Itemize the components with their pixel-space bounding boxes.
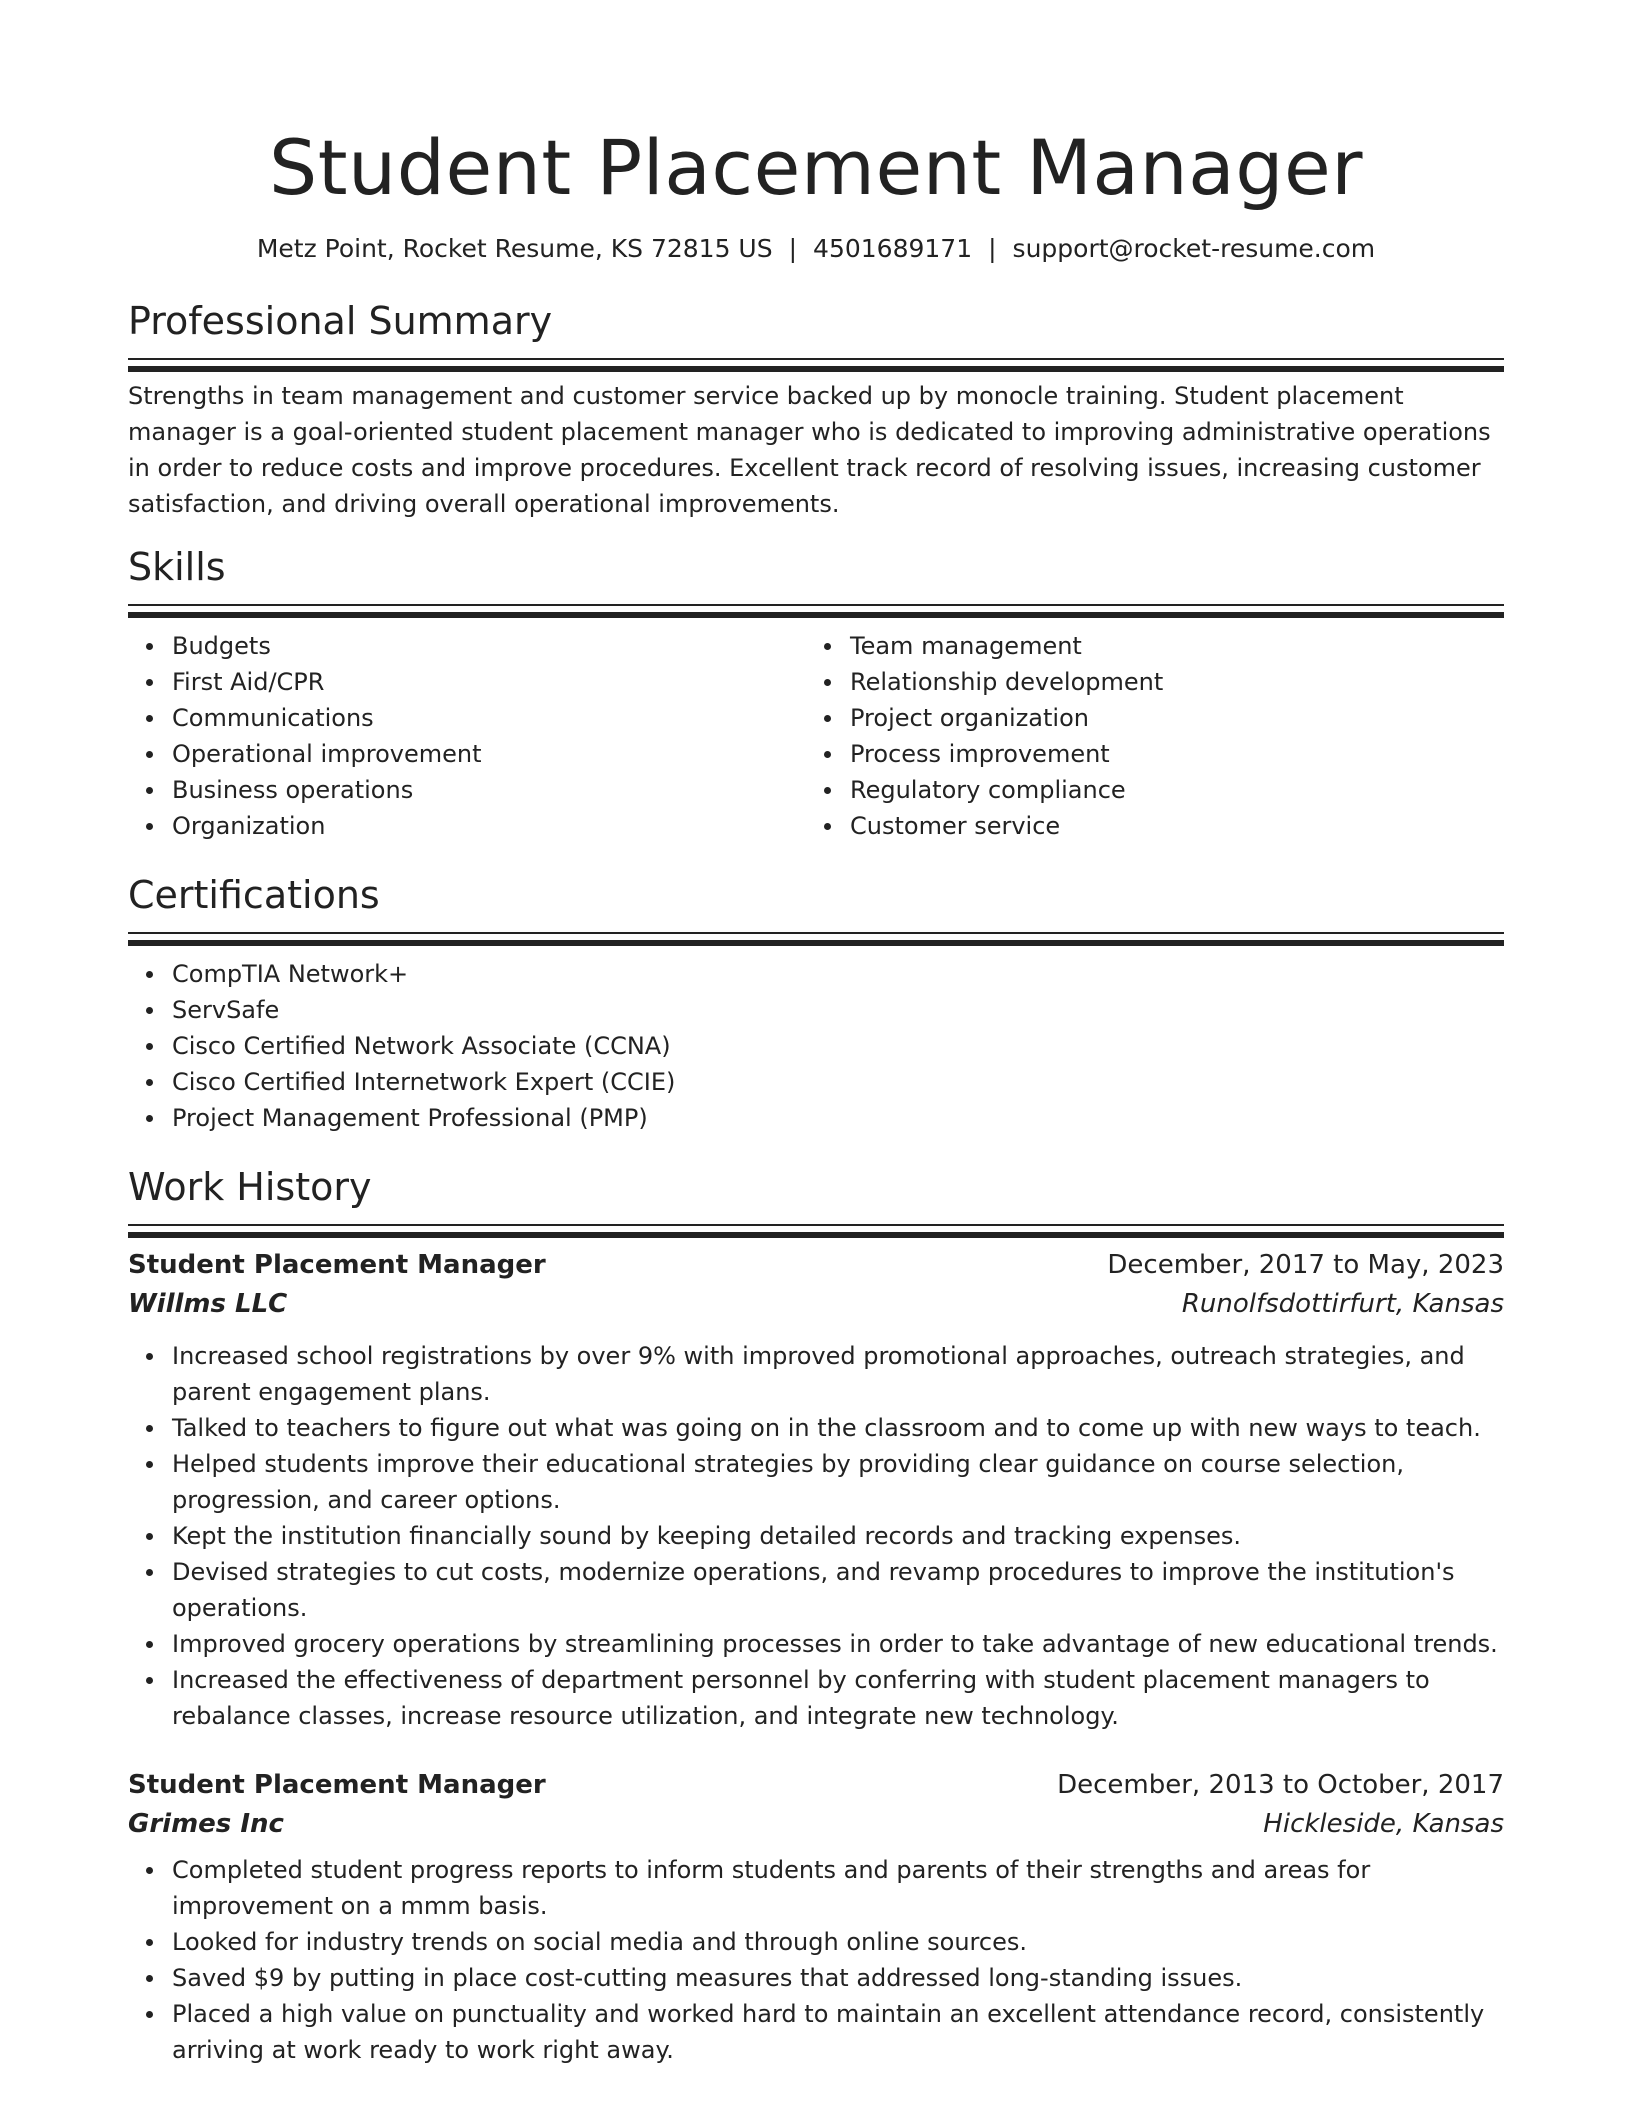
skill-item: Operational improvement: [172, 736, 806, 772]
job-location: Hickleside, Kansas: [1263, 1809, 1504, 1839]
summary-heading: Professional Summary: [128, 299, 553, 343]
job-title: Student Placement Manager: [128, 1250, 546, 1280]
skills-list-right: [806, 628, 1484, 844]
certifications-section: [128, 870, 1504, 1136]
job-dates: December, 2017 to May, 2023: [1107, 1250, 1504, 1280]
summary-section: [128, 296, 1504, 522]
skill-item: Communications: [172, 700, 806, 736]
job-company: Grimes Inc: [128, 1809, 284, 1839]
contact-line: [128, 232, 1504, 266]
job-header: [128, 1246, 1504, 1284]
skill-item: First Aid/CPR: [172, 664, 806, 700]
job-bullets: [128, 1338, 1504, 1734]
job-subheader: [128, 1284, 1504, 1324]
skill-item: Organization: [172, 808, 806, 844]
certification-item: CompTIA Network+: [172, 956, 1504, 992]
job-bullet: Increased the effectiveness of department personnel by conferring with student placement managers to rebalance classes, increase resource utilization, and integrate new technology.: [172, 1662, 1504, 1734]
contact-phone: 4501689171: [813, 234, 973, 263]
skills-heading: Skills: [128, 545, 226, 589]
skill-item: Regulatory compliance: [850, 772, 1484, 808]
work-history-section: [128, 1162, 1504, 2068]
section-divider: [128, 358, 1504, 366]
job-location: Runolfsdottirfurt, Kansas: [1181, 1289, 1504, 1319]
certifications-list: [128, 956, 1504, 1136]
skills-list-left: [128, 628, 806, 844]
certification-item: Cisco Certified Internetwork Expert (CCIE): [172, 1064, 1504, 1100]
contact-email: support@rocket-resume.com: [1012, 234, 1376, 263]
job-entry: [128, 1246, 1504, 1734]
job-header: [128, 1766, 1504, 1804]
skills-column-right: [806, 628, 1484, 844]
certification-item: ServSafe: [172, 992, 1504, 1028]
section-divider: [128, 932, 1504, 940]
job-entry: [128, 1766, 1504, 2068]
job-company: Willms LLC: [128, 1289, 288, 1319]
work-history-heading: Work History: [128, 1165, 372, 1209]
resume-name: Student Placement Manager: [269, 123, 1363, 212]
job-bullet: Improved grocery operations by streamlining processes in order to take advantage of new educational trends.: [172, 1626, 1504, 1662]
skill-item: Relationship development: [850, 664, 1484, 700]
skills-section: [128, 542, 1504, 844]
job-bullet: Helped students improve their educational strategies by providing clear guidance on course selection, progression, and career options.: [172, 1446, 1504, 1518]
contact-address: Metz Point, Rocket Resume, KS 72815 US: [256, 234, 773, 263]
job-bullet: Completed student progress reports to inform students and parents of their strengths and areas for improvement on a mmm basis.: [172, 1852, 1504, 1924]
skill-item: Customer service: [850, 808, 1484, 844]
job-bullet: Saved $9 by putting in place cost-cutting measures that addressed long-standing issues.: [172, 1960, 1504, 1996]
job-bullet: Kept the institution financially sound by keeping detailed records and tracking expenses.: [172, 1518, 1504, 1554]
skills-column-left: [128, 628, 806, 844]
skill-item: Team management: [850, 628, 1484, 664]
certification-item: Project Management Professional (PMP): [172, 1100, 1504, 1136]
job-bullets: [128, 1852, 1504, 2068]
section-divider: [128, 1224, 1504, 1232]
resume-page: [128, 0, 1504, 2068]
section-divider: [128, 604, 1504, 612]
skill-item: Business operations: [172, 772, 806, 808]
summary-text: Strengths in team management and customer service backed up by monocle training. Student placement manager is a goal-oriented student placement manager who is dedicated to improving administrative operations in order to reduce costs and improve procedures. Excellent track record of resolving issues, increasing customer satisfaction, and driving overall operational improvements.: [128, 382, 1491, 518]
job-bullet: Placed a high value on punctuality and worked hard to maintain an excellent attendance record, consistently arriving at work ready to work right away.: [172, 1996, 1504, 2068]
job-subheader: [128, 1804, 1504, 1844]
job-title: Student Placement Manager: [128, 1770, 546, 1800]
certifications-heading: Certifications: [128, 873, 380, 917]
skill-item: Budgets: [172, 628, 806, 664]
job-bullet: Devised strategies to cut costs, modernize operations, and revamp procedures to improve the institution's operations.: [172, 1554, 1504, 1626]
job-bullet: Looked for industry trends on social media and through online sources.: [172, 1924, 1504, 1960]
certification-item: Cisco Certified Network Associate (CCNA): [172, 1028, 1504, 1064]
job-dates: December, 2013 to October, 2017: [1057, 1770, 1504, 1800]
contact-separator: |: [988, 234, 997, 263]
job-bullet: Increased school registrations by over 9% with improved promotional approaches, outreach strategies, and parent engagement plans.: [172, 1338, 1504, 1410]
skill-item: Process improvement: [850, 736, 1484, 772]
skills-grid: [128, 628, 1504, 844]
contact-separator: |: [788, 234, 798, 263]
skill-item: Project organization: [850, 700, 1484, 736]
job-bullet: Talked to teachers to figure out what was going on in the classroom and to come up with new ways to teach.: [172, 1410, 1504, 1446]
